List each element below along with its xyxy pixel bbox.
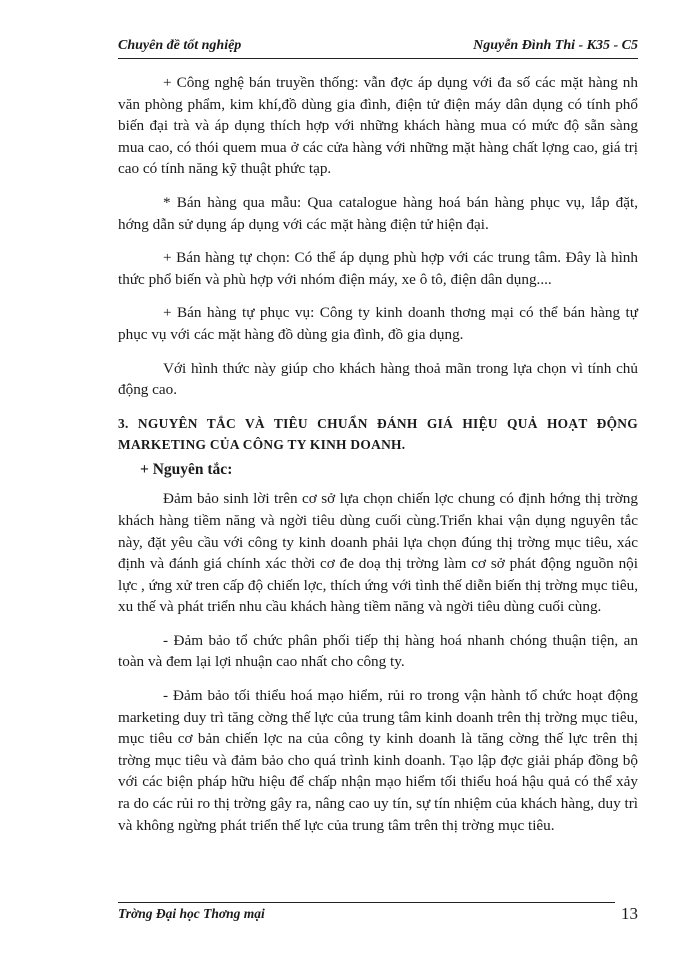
paragraph-principle-risk: - Đảm bảo tối thiểu hoá mạo hiểm, rủi ro trong vận hành tổ chức hoạt động marketing duy trì tăng cờng thế lực của trung tâm kinh doanh trên thị trờng mục tiêu, mục tiêu cơ bản chiến lợc na của công ty kinh doanh là tăng cờng thế lực trên thị trờng mục tiêu và đảm bảo cho quá trình kinh doanh. Tạo lập đợc giải pháp đồng bộ với các biện pháp hữu hiệu để chấp nhận mạo hiểm tối thiểu hoá hậu quả có thể xảy ra do các rủi ro thị trờng gây ra, nâng cao uy tín, sự tín nhiệm của khách hàng, duy trì và không ngừng phát triển thế lực của trung tâm trên thị trờng mục tiêu. bbox=[118, 687, 638, 834]
paragraph-principle-profit: Đảm bảo sinh lời trên cơ sở lựa chọn chiến lợc chung có định hớng thị trờng khách hàng tiềm năng và ngời tiêu dùng cuối cùng.Triển khai vận dụng nguyên tắc này, đặt yêu cầu với công ty kinh doanh phải lựa chọn đúng thị trờng mục tiêu, xác định và đánh giá chính xác thời cơ đe doạ thị trờng làm cơ sở phát động nguồn nội lực , ứng xử tren cấp độ chiến lợc, thích ứng với tình thế diễn biến thị trờng mục tiêu, xu thế và phát triển nhu cầu khách hàng tiềm năng và ngời tiêu dùng cuối cùng. bbox=[118, 490, 638, 616]
paragraph-sample-sales: * Bán hàng qua mẫu: Qua catalogue hàng hoá bán hàng phục vụ, lắp đặt, hớng dẫn sử dụng áp dụng với các mặt hàng điện tử hiện đại. bbox=[118, 193, 638, 233]
footer-institution: Trờng Đại học Thơng mại bbox=[118, 906, 265, 921]
paragraph-benefit: Với hình thức này giúp cho khách hàng thoả mãn trong lựa chọn vì tính chủ động cao. bbox=[118, 359, 638, 399]
header-divider bbox=[118, 58, 638, 59]
page-header bbox=[118, 38, 638, 58]
header-author: Nguyễn Đình Thi - K35 - C5 bbox=[473, 38, 638, 53]
paragraph-principle-distribution: - Đảm bảo tổ chức phân phối tiếp thị hàng hoá nhanh chóng thuận tiện, an toàn và đem lại lợi nhuận cao nhất cho công ty. bbox=[118, 631, 638, 671]
paragraph-self-service: + Bán hàng tự phục vụ: Công ty kinh doanh thơng mại có thể bán hàng tự phục vụ với các mặt hàng đồ dùng gia đình, đồ gia dụng. bbox=[118, 304, 638, 343]
paragraph-traditional-sales: + Công nghệ bán truyền thống: vẫn đợc áp dụng với đa số các mặt hàng nh văn phòng phẩm, kim khí,đồ dùng gia đình, điện tử điện máy dân dụng có tính phổ biến đại trà và áp dụng thích hợp với những khách hàng mua có mức độ sẵn sàng mua cao, có thói quem mua ở các cửa hàng với những mặt hàng chất lợng cao, giá trị cao có tính năng kỹ thuật phức tạp. bbox=[118, 74, 638, 178]
page-number: 13 bbox=[621, 904, 638, 923]
document-body bbox=[118, 72, 638, 848]
section-heading: 3. NGUYÊN TẮC VÀ TIÊU CHUẨN ĐÁNH GIÁ HIỆU QUẢ HOẠT ĐỘNG MARKETING CỦA CÔNG TY KINH DOANH. bbox=[118, 415, 638, 452]
header-title: Chuyên đề tốt nghiệp bbox=[118, 38, 242, 53]
page-footer bbox=[118, 906, 638, 928]
paragraph-self-selection: + Bán hàng tự chọn: Có thể áp dụng phù hợp với các trung tâm. Đây là hình thức phổ biến và phù hợp với nhóm điện máy, xe ô tô, điện dân dụng.... bbox=[118, 249, 638, 288]
subsection-heading: + Nguyên tắc: bbox=[140, 460, 233, 478]
footer-divider bbox=[118, 902, 615, 903]
